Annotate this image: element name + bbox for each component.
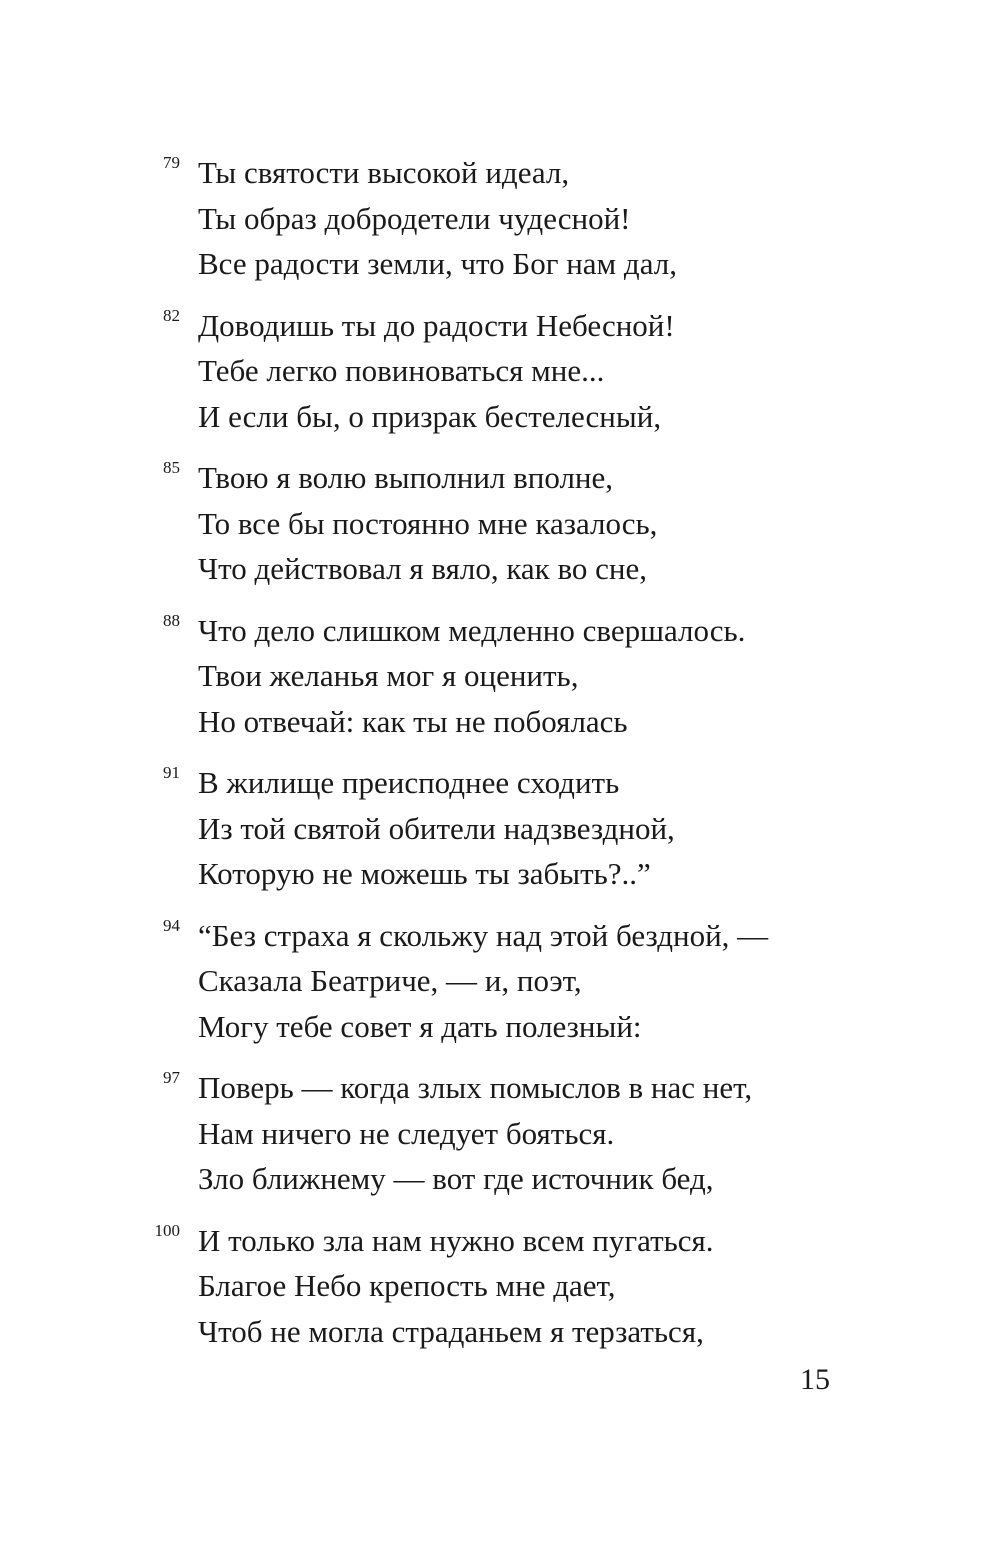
line-number: 100 <box>154 1220 180 1240</box>
stanza <box>0 1065 1000 1202</box>
stanza <box>0 150 1000 287</box>
stanza <box>0 303 1000 440</box>
stanza <box>0 455 1000 592</box>
verse-line: И если бы, о призрак бестелесный, <box>198 398 662 434</box>
verse-line: Все радости земли, что Бог нам дал, <box>198 246 677 281</box>
verse-line: Ты святости высокой идеал, <box>198 155 570 190</box>
verse-line: И только зла нам нужно всем пугаться. <box>198 1222 714 1258</box>
line-number: 88 <box>163 610 180 630</box>
verse-line: Твои желанья мог я оценить, <box>198 658 579 693</box>
verse-line: Зло ближнему — вот где источник бед, <box>198 1161 714 1196</box>
verse-line: Доводишь ты до радости Небесной! <box>198 307 675 343</box>
stanza <box>0 1218 1000 1355</box>
poem-body <box>0 150 1000 1370</box>
verse-line: Что дело слишком медленно свершалось. <box>198 612 746 648</box>
verse-line: Из той святой обители надзвездной, <box>198 810 675 846</box>
verse-line: Сказала Беатриче, — и, поэт, <box>198 963 582 998</box>
verse-line: Твою я волю выполнил вполне, <box>198 460 614 495</box>
line-number: 97 <box>163 1068 180 1087</box>
stanza <box>0 760 1000 897</box>
stanza <box>0 608 1000 745</box>
line-number: 79 <box>163 153 180 172</box>
line-number: 94 <box>163 915 180 935</box>
line-number: 85 <box>163 458 180 477</box>
verse-line: “Без страха я скольжу над этой бездной, — <box>198 917 769 953</box>
verse-line: Ты образ добродетели чудесной! <box>198 200 631 236</box>
verse-line: То все бы постоянно мне казалось, <box>198 505 658 541</box>
verse-line: Поверь — когда злых помыслов в нас нет, <box>198 1070 753 1105</box>
verse-line: Могу тебе совет я дать полезный: <box>198 1008 642 1044</box>
verse-line: В жилище преисподнее сходить <box>198 765 620 800</box>
line-number: 91 <box>163 763 180 782</box>
verse-line: Но отвечай: как ты не побоялась <box>198 703 628 739</box>
verse-line: Которую не можешь ты забыть?..” <box>198 856 651 891</box>
verse-line: Благое Небо крепость мне дает, <box>198 1268 616 1303</box>
verse-line: Чтоб не могла страданьем я терзаться, <box>198 1313 704 1349</box>
verse-line: Что действовал я вяло, как во сне, <box>198 551 648 586</box>
page-number: 15 <box>800 1363 830 1396</box>
verse-line: Нам ничего не следует бояться. <box>198 1115 615 1151</box>
line-number: 82 <box>163 305 180 325</box>
verse-line: Тебе легко повиноваться мне... <box>198 353 605 388</box>
stanza <box>0 913 1000 1050</box>
